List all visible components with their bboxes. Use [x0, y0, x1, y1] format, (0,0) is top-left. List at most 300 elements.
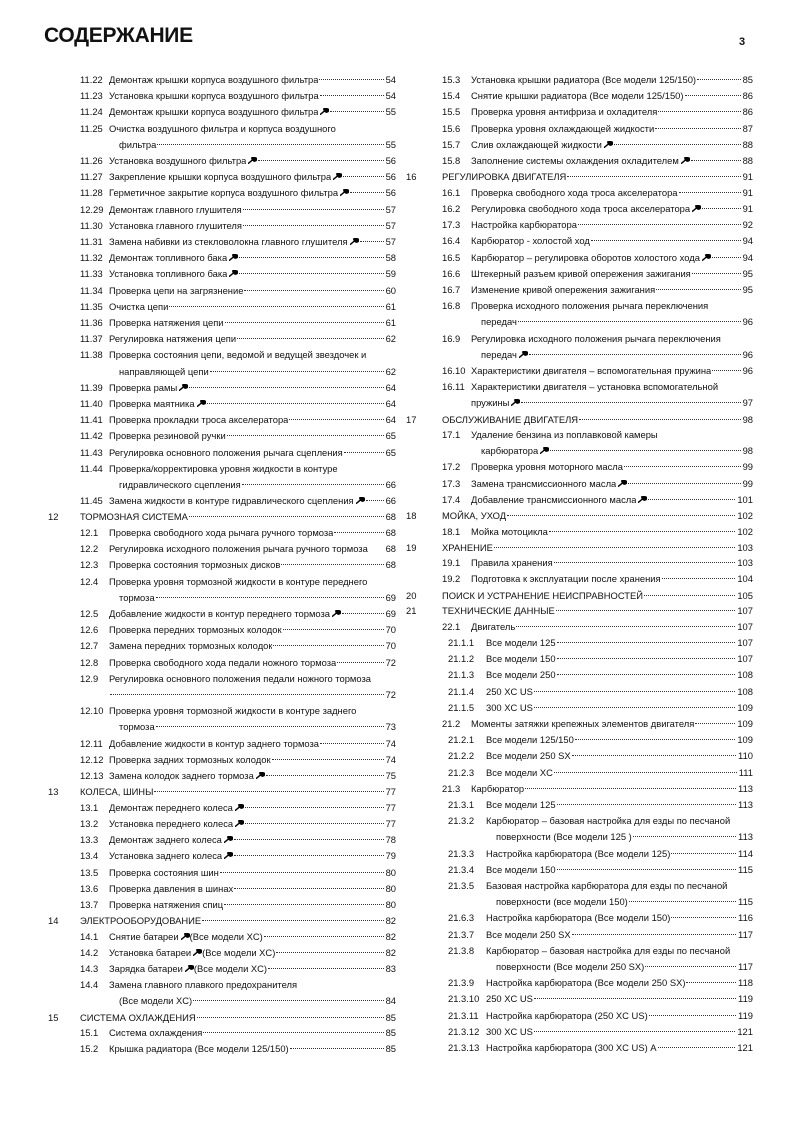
section-number: 12.8 — [80, 656, 99, 668]
page-ref: 95 — [742, 267, 753, 279]
leader-dots — [534, 691, 735, 692]
leader-dots — [268, 968, 384, 969]
toc-entry[interactable] — [44, 977, 396, 1009]
toc-entry[interactable] — [406, 765, 753, 781]
page-ref: 94 — [742, 251, 753, 263]
leader-dots — [648, 499, 735, 500]
toc-entry[interactable] — [406, 153, 753, 169]
page-ref: 113 — [738, 831, 753, 843]
section-number: 12.11 — [80, 737, 103, 749]
toc-entry[interactable] — [44, 88, 396, 104]
toc-entry[interactable] — [406, 250, 753, 266]
page-ref: 96 — [742, 364, 753, 376]
toc-entry[interactable] — [44, 412, 396, 428]
leader-dots — [629, 901, 736, 902]
toc-chapter[interactable] — [406, 603, 753, 619]
entry-title: Удаление бензина из поплавковой камеры — [471, 429, 658, 441]
page-ref: 55 — [385, 106, 396, 118]
toc-chapter[interactable] — [406, 412, 753, 428]
leader-dots — [702, 208, 740, 209]
toc-entry[interactable] — [406, 700, 753, 716]
entry-title: Проверка натяжения спиц — [109, 898, 224, 910]
entry-title: Замена колодок заднего тормоза — [109, 770, 254, 782]
page-ref: 82 — [385, 946, 396, 958]
section-number: 21.1.1 — [448, 636, 475, 648]
leader-dots — [685, 95, 741, 96]
toc-chapter[interactable] — [406, 540, 753, 556]
leader-dots — [245, 823, 383, 824]
toc-entry[interactable] — [406, 571, 753, 587]
section-number: 21.2.3 — [448, 766, 475, 778]
entry-title: Настройка карбюратора (Все модели 250 SX) — [486, 977, 686, 989]
wrench-icon — [702, 254, 711, 261]
wrench-icon — [332, 610, 341, 617]
page-ref: 65 — [385, 446, 396, 458]
toc-entry[interactable] — [406, 298, 753, 330]
entry-title: Герметичное закрытие корпуса воздушного фильтра — [109, 187, 339, 199]
toc-entry[interactable] — [44, 800, 396, 816]
entry-title: Карбюратор - холостой ход — [471, 235, 590, 247]
leader-dots — [224, 904, 383, 905]
page-ref: 109 — [737, 701, 753, 713]
wrench-icon — [519, 351, 528, 358]
leader-dots — [234, 888, 383, 889]
entry-title: Установка топливного бака — [109, 268, 228, 280]
toc-entry[interactable] — [406, 781, 753, 797]
toc-entry[interactable] — [406, 910, 753, 926]
toc-entry[interactable] — [406, 266, 753, 282]
section-number: 11.24 — [80, 106, 103, 118]
toc-entry[interactable] — [44, 703, 396, 735]
toc-chapter[interactable] — [44, 913, 396, 929]
entry-title-cont: гидравлического сцепления — [119, 479, 241, 491]
toc-entry[interactable] — [406, 1008, 753, 1024]
toc-entry[interactable] — [44, 1041, 396, 1057]
toc-entry[interactable] — [44, 525, 396, 541]
leader-dots — [202, 920, 383, 921]
wrench-icon — [692, 205, 701, 212]
entry-title: Проверка свободного хода рычага ручного тормоза — [109, 526, 334, 538]
toc-entry[interactable] — [44, 945, 396, 961]
entry-title: Настройка карбюратора — [471, 219, 577, 231]
toc-entry[interactable] — [406, 476, 753, 492]
leader-dots — [334, 532, 383, 533]
toc-entry[interactable] — [44, 848, 396, 864]
section-number: 21.1.5 — [448, 701, 475, 713]
page-ref: 61 — [385, 300, 396, 312]
toc-entry[interactable] — [406, 88, 753, 104]
leader-dots — [556, 610, 736, 611]
section-number: 12.3 — [80, 559, 99, 571]
page-ref: 103 — [737, 557, 753, 569]
section-number: 21.2 — [442, 717, 461, 729]
section-number: 21.3.13 — [448, 1041, 480, 1053]
toc-entry[interactable] — [44, 622, 396, 638]
section-number: 16.9 — [442, 332, 461, 344]
page-ref: 99 — [742, 477, 753, 489]
toc-entry[interactable] — [44, 655, 396, 671]
page-ref: 99 — [742, 461, 753, 473]
wrench-icon — [356, 497, 365, 504]
toc-entry[interactable] — [406, 943, 753, 975]
section-number: 15.7 — [442, 138, 461, 150]
page-ref: 96 — [742, 316, 753, 328]
page-ref: 102 — [737, 510, 753, 522]
toc-entry[interactable] — [44, 169, 396, 185]
leader-dots — [366, 500, 384, 501]
leader-dots — [281, 564, 383, 565]
wrench-icon — [618, 480, 627, 487]
page-ref: 97 — [742, 397, 753, 409]
entry-title: Все модели 250 SX — [486, 928, 571, 940]
toc-entry[interactable] — [44, 816, 396, 832]
chapter-number: 19 — [406, 541, 417, 553]
section-number: 21.3.7 — [448, 928, 475, 940]
page-ref: 68 — [385, 543, 396, 555]
page-ref: 54 — [385, 90, 396, 102]
page-ref: 116 — [738, 912, 753, 924]
page-ref: 107 — [737, 636, 753, 648]
section-number: 15.1 — [80, 1027, 99, 1039]
page-ref: 62 — [385, 333, 396, 345]
page-ref: 57 — [385, 236, 396, 248]
entry-title: Все модели 150 — [486, 653, 556, 665]
toc-entry[interactable] — [406, 185, 753, 201]
section-number: 13.6 — [80, 882, 99, 894]
page-title: СОДЕРЖАНИЕ — [44, 24, 193, 47]
entry-title: Изменение кривой опережения зажигания — [471, 283, 656, 295]
section-number: 11.25 — [80, 122, 103, 134]
leader-dots — [266, 775, 384, 776]
toc-entry[interactable] — [406, 1024, 753, 1040]
page-ref: 82 — [385, 930, 396, 942]
toc-entry[interactable] — [406, 137, 753, 153]
page-ref: 83 — [385, 963, 396, 975]
toc-entry[interactable] — [406, 233, 753, 249]
toc-entry[interactable] — [44, 606, 396, 622]
leader-dots — [658, 111, 740, 112]
toc-entry[interactable] — [44, 557, 396, 573]
entry-title: Проверка цепи на загрязнение — [109, 284, 244, 296]
page-ref: 91 — [742, 171, 753, 183]
toc-entry[interactable] — [44, 961, 396, 977]
toc-entry[interactable] — [44, 541, 396, 557]
toc-entry[interactable] — [44, 832, 396, 848]
toc-entry[interactable] — [406, 797, 753, 813]
toc-entry[interactable] — [44, 638, 396, 654]
page-ref: 108 — [737, 685, 753, 697]
section-number: 11.35 — [80, 300, 103, 312]
section-number: 12.12 — [80, 753, 104, 765]
toc-entry[interactable] — [44, 396, 396, 412]
section-number: 14.1 — [80, 930, 99, 942]
toc-entry[interactable] — [44, 1025, 396, 1041]
toc-entry[interactable] — [44, 445, 396, 461]
section-number: 14.4 — [80, 979, 99, 991]
wrench-icon — [193, 949, 202, 956]
page-ref: 56 — [385, 171, 396, 183]
entry-title: Базовая настройка карбюратора для езды по песчаной — [486, 879, 728, 891]
toc-entry[interactable] — [406, 282, 753, 298]
toc-chapter[interactable] — [44, 509, 396, 525]
toc-entry[interactable] — [44, 315, 396, 331]
wrench-icon — [256, 772, 265, 779]
chapter-number: 21 — [406, 605, 417, 617]
toc-entry[interactable] — [406, 427, 753, 459]
toc-entry[interactable] — [406, 862, 753, 878]
toc-chapter[interactable] — [406, 588, 753, 604]
section-number: 15.2 — [80, 1043, 99, 1055]
toc-entry[interactable] — [406, 555, 753, 571]
toc-entry[interactable] — [406, 927, 753, 943]
toc-entry[interactable] — [44, 104, 396, 120]
toc-entry[interactable] — [406, 667, 753, 683]
toc-entry[interactable] — [406, 684, 753, 700]
page-ref: 80 — [385, 866, 396, 878]
leader-dots — [534, 998, 736, 999]
entry-title-cont: карбюратора — [481, 445, 539, 457]
page-ref: 54 — [385, 74, 396, 85]
toc-entry[interactable] — [44, 283, 396, 299]
leader-dots — [276, 952, 383, 953]
leader-dots — [239, 273, 383, 274]
leader-dots — [156, 597, 384, 598]
wrench-icon — [681, 157, 690, 164]
entry-title: РЕГУЛИРОВКА ДВИГАТЕЛЯ — [442, 171, 567, 183]
entry-title-cont: поверхности (все модели 150) — [496, 896, 628, 908]
page-ref: 69 — [385, 591, 396, 603]
entry-title: ХРАНЕНИЕ — [442, 541, 493, 553]
toc-entry[interactable] — [406, 619, 753, 635]
toc-entry[interactable] — [44, 671, 396, 703]
toc-entry[interactable] — [406, 459, 753, 475]
chapter-number: 13 — [48, 786, 59, 798]
page-ref: 117 — [738, 928, 753, 940]
entry-title: Установка крышки радиатора (Все модели 125/150) — [471, 74, 697, 85]
wrench-icon — [340, 189, 349, 196]
leader-dots — [272, 759, 384, 760]
toc-entry[interactable] — [406, 121, 753, 137]
toc-entry[interactable] — [44, 266, 396, 282]
entry-title: Зарядка батареи — [109, 963, 183, 975]
section-number: 11.27 — [80, 171, 103, 183]
page-ref: 107 — [737, 653, 753, 665]
page-ref: 98 — [742, 413, 753, 425]
page-ref: 66 — [385, 495, 396, 507]
toc-entry[interactable] — [406, 72, 753, 88]
entry-title: Проверка давления в шинах — [109, 882, 234, 894]
toc-entry[interactable] — [406, 104, 753, 120]
toc-entry[interactable] — [406, 201, 753, 217]
toc-entry[interactable] — [406, 846, 753, 862]
toc-entry[interactable] — [44, 736, 396, 752]
page-ref: 72 — [385, 689, 396, 701]
entry-title: Демонтаж крышки корпуса воздушного фильтра — [109, 106, 319, 118]
section-number: 11.42 — [80, 430, 103, 442]
wrench-icon — [181, 933, 190, 940]
toc-entry[interactable] — [406, 331, 753, 363]
toc-entry[interactable] — [44, 865, 396, 881]
entry-title: Установка заднего колеса — [109, 850, 223, 862]
section-number: 21.3.12 — [448, 1025, 480, 1037]
section-number: 16.6 — [442, 267, 461, 279]
leader-dots — [197, 1017, 384, 1018]
leader-dots — [189, 387, 383, 388]
toc-entry[interactable] — [406, 363, 753, 379]
toc-entry[interactable] — [44, 768, 396, 784]
toc-entry[interactable] — [44, 380, 396, 396]
entry-title: Карбюратор – базовая настройка для езды по песчаной — [486, 815, 731, 827]
toc-entry[interactable] — [44, 121, 396, 153]
section-number: 15.8 — [442, 155, 461, 167]
toc-entry[interactable] — [406, 651, 753, 667]
entry-title: Проверка передних тормозных колодок — [109, 624, 282, 636]
wrench-icon — [197, 400, 206, 407]
entry-title: Все модели 125 — [486, 636, 556, 648]
page-ref: 113 — [738, 782, 753, 794]
entry-title: Демонтаж главного глушителя — [109, 203, 242, 215]
leader-dots — [624, 466, 741, 467]
toc-entry[interactable] — [44, 153, 396, 169]
toc-entry[interactable] — [406, 878, 753, 910]
toc-entry[interactable] — [44, 185, 396, 201]
toc-entry[interactable] — [406, 524, 753, 540]
page-ref: 107 — [737, 620, 753, 632]
entry-title: Характеристики двигателя – установка вспомогательной — [471, 381, 719, 393]
toc-entry[interactable] — [44, 202, 396, 218]
entry-title: Установка главного глушителя — [109, 219, 242, 231]
section-number: 15.3 — [442, 74, 461, 85]
leader-dots — [549, 531, 735, 532]
section-number: 11.33 — [80, 268, 103, 280]
toc-entry[interactable] — [44, 72, 396, 88]
toc-entry[interactable] — [44, 493, 396, 509]
toc-entry[interactable] — [406, 716, 753, 732]
toc-entry[interactable] — [44, 929, 396, 945]
leader-dots — [671, 853, 736, 854]
leader-dots — [350, 192, 384, 193]
toc-entry[interactable] — [44, 752, 396, 768]
leader-dots — [189, 516, 384, 517]
toc-entry[interactable] — [44, 250, 396, 266]
leader-dots — [567, 176, 740, 177]
leader-dots — [360, 241, 384, 242]
entry-title: Регулировка исходного положения рычага переключения — [471, 332, 721, 344]
page-ref: 57 — [385, 203, 396, 215]
section-number: 16.5 — [442, 251, 461, 263]
page-ref: 115 — [738, 896, 753, 908]
toc-entry[interactable] — [406, 217, 753, 233]
entry-title: Добавление жидкости в контур переднего тормоза — [109, 608, 331, 619]
page-ref: 86 — [742, 106, 753, 118]
toc-entry[interactable] — [44, 897, 396, 913]
leader-dots — [695, 723, 735, 724]
page-ref: 98 — [742, 445, 753, 457]
page-ref: 85 — [385, 1027, 396, 1039]
leader-dots — [649, 1015, 736, 1016]
page-ref: 78 — [385, 834, 396, 846]
toc-entry[interactable] — [406, 732, 753, 748]
leader-dots — [579, 419, 740, 420]
toc-entry[interactable] — [406, 635, 753, 651]
page-ref: 57 — [385, 219, 396, 231]
toc-entry[interactable] — [44, 881, 396, 897]
page-ref: 119 — [738, 1009, 753, 1021]
leader-dots — [320, 95, 384, 96]
toc-entry[interactable] — [406, 748, 753, 764]
entry-title-cont: передач — [481, 316, 517, 328]
toc-entry[interactable] — [406, 1040, 753, 1056]
leader-dots — [554, 772, 737, 773]
page-ref: 68 — [385, 526, 396, 538]
toc-entry[interactable] — [44, 428, 396, 444]
entry-title: Крышка радиатора (Все модели 125/150) — [109, 1043, 289, 1055]
section-number: 21.3.3 — [448, 847, 475, 859]
entry-title: Демонтаж крышки корпуса воздушного фильтра — [109, 74, 319, 85]
chapter-number: 12 — [48, 511, 59, 523]
section-number: 11.26 — [80, 155, 103, 167]
page-ref: 56 — [385, 187, 396, 199]
toc-entry[interactable] — [44, 574, 396, 606]
toc-entry[interactable] — [44, 331, 396, 347]
entry-title: Проверка уровня охлаждающей жидкости — [471, 122, 655, 134]
wrench-icon — [540, 447, 549, 454]
toc-entry[interactable] — [44, 461, 396, 493]
leader-dots — [644, 595, 735, 596]
toc-entry[interactable] — [406, 975, 753, 991]
toc-entry[interactable] — [406, 379, 753, 411]
section-number: 21.1.2 — [448, 653, 475, 665]
toc-entry[interactable] — [44, 218, 396, 234]
section-number: 21.3 — [442, 782, 461, 794]
section-number: 19.1 — [442, 557, 461, 569]
toc-entry[interactable] — [44, 347, 396, 379]
section-number: 13.2 — [80, 817, 99, 829]
leader-dots — [614, 144, 741, 145]
section-number: 15.4 — [442, 90, 461, 102]
entry-title: Слив охлаждающей жидкости — [471, 138, 602, 150]
toc-entry[interactable] — [406, 991, 753, 1007]
toc-entry[interactable] — [406, 492, 753, 508]
page-ref: 61 — [385, 317, 396, 329]
page-ref: 77 — [385, 817, 396, 829]
leader-dots — [507, 515, 735, 516]
entry-title: Карбюратор – регулировка оборотов холостого хода — [471, 251, 700, 263]
toc-entry[interactable] — [44, 234, 396, 250]
toc-chapter[interactable] — [44, 784, 396, 800]
leader-dots — [578, 224, 741, 225]
section-number: 21.3.11 — [448, 1009, 479, 1021]
entry-title: 300 XC US — [486, 701, 533, 713]
page-ref: 72 — [385, 656, 396, 668]
page-ref: 62 — [385, 365, 396, 377]
entry-title: Установка воздушного фильтра — [109, 155, 247, 167]
entry-title: Регулировка основного положения рычага сцепления — [109, 446, 343, 458]
entry-title-cont: фильтра — [119, 138, 157, 150]
section-number: 21.3.8 — [448, 944, 475, 956]
toc-chapter[interactable] — [44, 1010, 396, 1026]
toc-chapter[interactable] — [406, 169, 753, 185]
leader-dots — [290, 1048, 384, 1049]
leader-dots — [337, 662, 383, 663]
chapter-number: 17 — [406, 413, 417, 425]
toc-entry[interactable] — [44, 299, 396, 315]
page-ref: 114 — [738, 847, 753, 859]
entry-title: ЭЛЕКТРООБОРУДОВАНИЕ — [80, 915, 202, 927]
entry-title: Очистка воздушного фильтра и корпуса воздушного — [109, 122, 336, 134]
toc-chapter[interactable] — [406, 508, 753, 524]
toc-entry[interactable] — [406, 813, 753, 845]
